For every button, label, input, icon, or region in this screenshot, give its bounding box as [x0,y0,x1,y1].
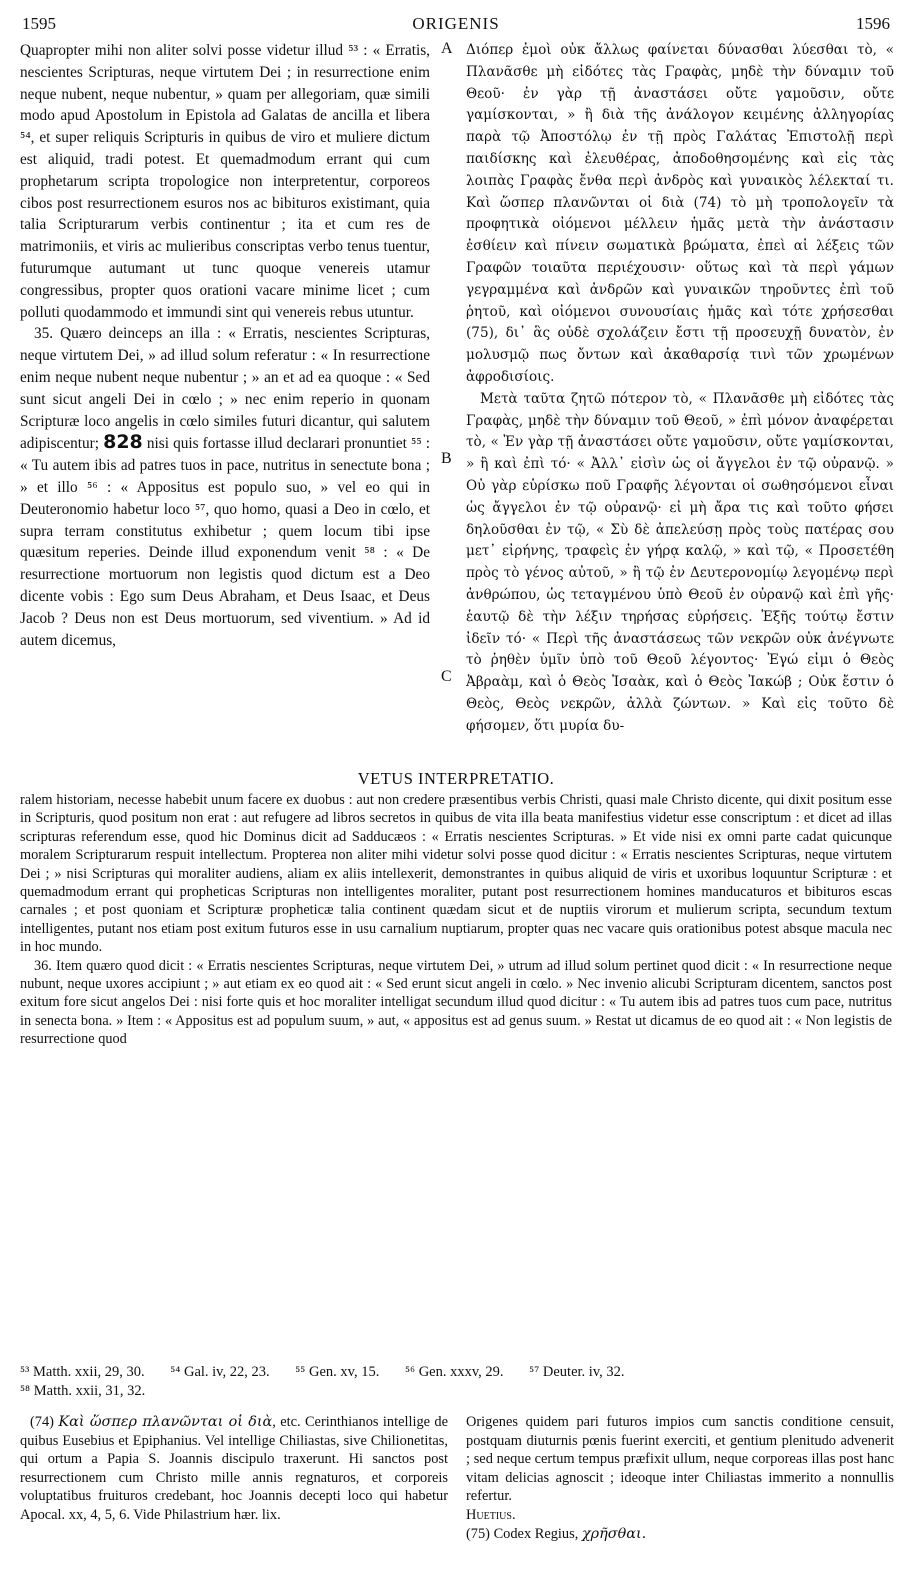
running-title: ORIGENIS [412,14,500,33]
note-number: (74) [30,1414,54,1430]
note-75 [466,1525,894,1544]
latin-text: nisi quis fortasse illud declarari pronuntiet ⁵⁵ : « Tu autem ibis ad patres tuos in pace, nutritus in senectute bona ; » et illo ⁵⁶ : « Appositus est populo suo, » vel eo qui in Deuteronomio habetur loco ⁵⁷, quo homo, quasi a Deo in cœlo, et supra terram constitutus exhibetur ; quem locum tibi ipse quæsitum reperies. Deinde illud exponendum venit ⁵⁸ : « De resurrectione mortuorum non legistis quod dictum est a Deo dicente vobis : Ego sum Deus Abraham, et Deus Isaac, et Deus Jacob ? Deus non est Deus mortuorum, sed viventium. » Ad id autem dicemus, [20,435,430,649]
greek-column [466,40,894,763]
reference: ⁵³ Matth. xxii, 29, 30. [20,1364,145,1380]
section-heading: VETUS INTERPRETATIO. [357,769,555,788]
vetus-paragraph: ralem historiam, necesse habebit unum facere ex duobus : aut non credere præsentibus verbis Christi, quasi male Christo dicente, qui dixit positum esse in Scripturis, quod positum non erat : aut refugere ad libros secretos in quibus de vita illa beata manifestius videtur esse conscriptum : et dicet ad illas scripturas referendum esse, quod hic Dominus dicit ad Sadducæos : « Erratis nescientes Scripturas. » Et vide nisi ex omni parte cadat quicunque moralem Scripturarum respuit intellectum. Propterea non aliter mihi videtur solvi posse quod dicitur : « Erratis nescientes Scripturas, neque virtutem Dei ; » nisi Scripturas qui moraliter audiens, aliam ex aliis intellexerit, demonstrantes in quibus aliquid de viris et uxoribus loquuntur Scripturæ : et quemadmodum errant qui propheticas Scripturas non intelligentes moraliter, putant post resurrectionem homines manducaturos et bibituros escas carnales ; et post quoniam et Scripturæ propheticæ talia continent quædam sicut et de nuptiis virorum et mulierum scripta, secundum textum intelligentes, putant nos etiam post exitum futuros esse in usu carnalium nuptiarum, propter quas nec vacare quis orationibus potest absque macula nec in hoc mundo. [20,792,892,956]
marginal-column-number: 828 [103,431,143,454]
latin-paragraph-35 [20,323,430,651]
latin-paragraph: Quapropter mihi non aliter solvi posse videtur illud ⁵³ : « Erratis, nescientes Scripturas, neque virtutem Dei ; in resurrectione enim neque nubent, neque nubentur, » quam per allegoriam, quæ simili modo apud Apostolum in Epistola ad Galatas de ancilla et libera ⁵⁴, et super reliquis Scripturis in quibus de viro et muliere dictum est aliquid, tradi potest. Et quemadmodum errant qui cum prophetarum scripta tropologice non interpretentur, corporeos cibos post resurrectionem esuros nos ac bibituros existimant, quia talia Scripturarum verbis continentur ; ita et cum res de matrimoniis, et viris ac mulieribus conscriptas verbo tenus tuentur, futurumque autumant ut tunc quoque venereis utamur congressibus, propter quos orationi vacare minime licet ; cum polluti quodammodo et immundi sint qui venereis rebus utuntur. [20,42,430,321]
page [20,14,892,1563]
vetus-interpretatio [20,791,892,1359]
reference: ⁵⁷ Deuter. iv, 32. [529,1364,625,1380]
reference: ⁵⁵ Gen. xv, 15. [295,1364,380,1380]
latin-column [20,40,430,763]
note-74-continued [466,1413,894,1543]
page-number-left: 1595 [22,14,56,33]
greek-paragraph: Διόπερ ἐμοὶ οὐκ ἄλλως φαίνεται δύνασθαι λύεσθαι τὸ, « Πλανᾶσθε μὴ εἰδότες τὰς Γραφὰς, μηδὲ τὴν δύναμιν τοῦ Θεοῦ· ἐν γὰρ τῇ ἀναστάσει οὔτε γαμοῦσιν, οὔτε γαμίσκονται, » ἢ διὰ τῆς ἀνάλογον κειμένης ἀλληγορίας παρὰ τῷ Ἀποστόλῳ ἐν τῇ πρὸς Γαλάτας Ἐπιστολῇ περὶ παιδίσκης καὶ ἐλευθέρας, ἀποδοθησομένης καὶ εἰς τὰς λοιπὰς Γραφὰς ἔνθα περὶ ἀνδρὸς καὶ γυναικὸς λέλεκταί τι. Καὶ ὥσπερ πλανῶνται οἱ διὰ (74) τὸ μὴ τροπολογεῖν τὰ προφητικὰ οἰόμενοι μέλλειν ἡμᾶς μετὰ τὴν ἀνάστασιν ἐσθίειν καὶ πίνειν σωματικὰ βρώματα, ἐπεὶ αἱ λέξεις τῶν Γραφῶν τοιαῦτα περιέχουσιν· οὕτως καὶ τὰ περὶ γάμων γεγραμμένα καὶ ἀνδρῶν καὶ γυναικῶν τηροῦντες ἐπὶ τοῦ ῥητοῦ, καὶ οἰόμενοι συνουσίαις ἡμᾶς καὶ τότε χρήσεσθαι (75), δι᾽ ἃς οὐδὲ σχολάζειν ἔστι τῇ προσευχῇ δυνατὸν, ἐν μολυσμῷ πως ὄντων καὶ ἀκαθαρσίᾳ τινὶ τῶν χρωμένων ἀφροδισίοις. [466,42,894,385]
running-header [20,14,892,38]
reference: ⁵⁸ Matth. xxii, 31, 32. [20,1383,146,1399]
vetus-paragraph: 36. Item quæro quod dicit : « Erratis nescientes Scripturas, neque virtutem Dei, » utrum ad illud solum pertinet quod dicit : « In resurrectione neque nubunt, neque uxores accipiunt ; » aut etiam ex eo quod ait : « Sed erunt sicut angeli in cœlo. » Nec invenio alicubi Scripturam dicentem, sanctos post exitum fore sicut angelos Dei : nisi forte quis et hoc moraliter intelligat secundum illud quod dicitur : « Tu autem ibis ad patres tuos cum pace, nutritus in senecta bona. » Item : « Appositus est ad populum suum, » aut, « appositus est ad genus suum. » Restat ut dicamus de eo quod ait : « Non legistis de resurrectione quod [20,957,892,1048]
reference: ⁵⁶ Gen. xxxv, 29. [404,1364,504,1380]
note-75-variant: χρῆσθαι. [581,1525,647,1542]
page-number-right: 1596 [856,14,890,33]
note-signature: Huetius. [466,1506,516,1523]
note-75-label: (75) Codex Regius, [466,1525,579,1542]
note-text: , etc. Cerinthianos intellige de quibus Eusebius et Epiphanius. Vel intellige Chiliastas, sive Chilionetitas, qui ortum a Papia S. Joannis discipulo traxerunt. Hi sanctos post resurrectionem cum Christo mille annis regnaturos, et corporeis voluptatibus fruituros credebant, hoc Joannis decepti loco qui habetur Apocal. xx, 4, 5, 6. Vide Philastrium hær. lix. [20,1414,448,1523]
section-marker-a: A [441,40,453,57]
section-marker-b: B [441,450,452,467]
latin-text: 35. Quæro deinceps an illa : « Erratis, nescientes Scripturas, neque virtutem Dei, » ad illud solum referatur : « In resurrectione enim neque nubent neque nubentur ; » an et ad ea quoque : « Sed sunt sicut angeli Dei in cœlo ; » nec enim reperio in quonam Scripturæ loco angelis in cœlo similes futuri dicantur, qui salutem adipiscentur; [20,325,430,453]
note-text: Origenes quidem pari futuros impios cum sanctis conditione censuit, postquam diuturnis pœnis fuerint exerciti, et gentium plenitudo advenerit ; sed neque certum tempus præfixit ullum, neque corporeas illas post hanc vitam delicias agnoscit ; ideoque inter Chiliastas immerito a nonnullis refertur. [466,1414,894,1505]
note-lemma: Καὶ ὥσπερ πλανῶνται οἱ διὰ [58,1414,273,1430]
parallel-columns [20,40,892,763]
scripture-references [20,1363,892,1407]
greek-paragraph: Μετὰ ταῦτα ζητῶ πότερον τὸ, « Πλανᾶσθε μὴ εἰδότες τὰς Γραφὰς, μηδὲ τὴν δύναμιν τοῦ Θεοῦ, » ἐπὶ μόνον ἀναφέρεται τὸ, « Ἐν γὰρ τῇ ἀναστάσει οὔτε γαμοῦσιν, οὔτε γαμίσκονται, » ἢ καὶ ἐπὶ τό· « Ἀλλ᾽ εἰσὶν ὡς οἱ ἄγγελοι ἐν τῷ οὐρανῷ. » Οὐ γὰρ εὑρίσκω ποῦ Γραφῆς λέγονται οἱ σωθησόμενοι εἶναι ὡς ἄγγελοι ἐν τῷ οὐρανῷ· εἰ μὴ ἄρα τις καὶ τοῦτο φήσει δηλοῦσθαι ἐν τῷ, « Σὺ δὲ ἀπελεύσῃ πρὸς τοὺς πατέρας σου μετ᾽ εἰρήνης, τραφεὶς ἐν γήρᾳ καλῷ, » καὶ τῷ, « Προσετέθη πρὸς τὸ γένος αὐτοῦ, » ἢ τῷ ἐν Δευτερονομίῳ λεγομένῳ περὶ ἀνθρώπου, ὡς τεταγμένου ὑπὸ Θεοῦ ἐν οὐρανῷ καὶ ἐπὶ γῆς· ἑαυτῷ δὲ τὴν λέξιν τηρήσας εὑρήσεις. Ἑξῆς τούτῳ ἔστιν ἰδεῖν τό· « Περὶ τῆς ἀναστάσεως τῶν νεκρῶν οὐκ ἀνέγνωτε τὸ ῥηθὲν ὑμῖν ὑπὸ τοῦ Θεοῦ λέγοντος· Ἐγώ εἰμι ὁ Θεὸς Ἀβραὰμ, καὶ ὁ Θεὸς Ἰσαὰκ, καὶ ὁ Θεὸς Ἰακώβ ; Οὐκ ἔστιν ὁ Θεὸς, Θεὸς νεκρῶν, ἀλλὰ ζώντων. » Καὶ εἰς τοῦτο δὲ φήσομεν, ὅτι μυρία δυ- [466,390,894,734]
reference: ⁵⁴ Gal. iv, 22, 23. [170,1364,270,1380]
note-74 [20,1413,448,1525]
footnotes [20,1413,892,1563]
section-marker-c: C [441,668,452,685]
